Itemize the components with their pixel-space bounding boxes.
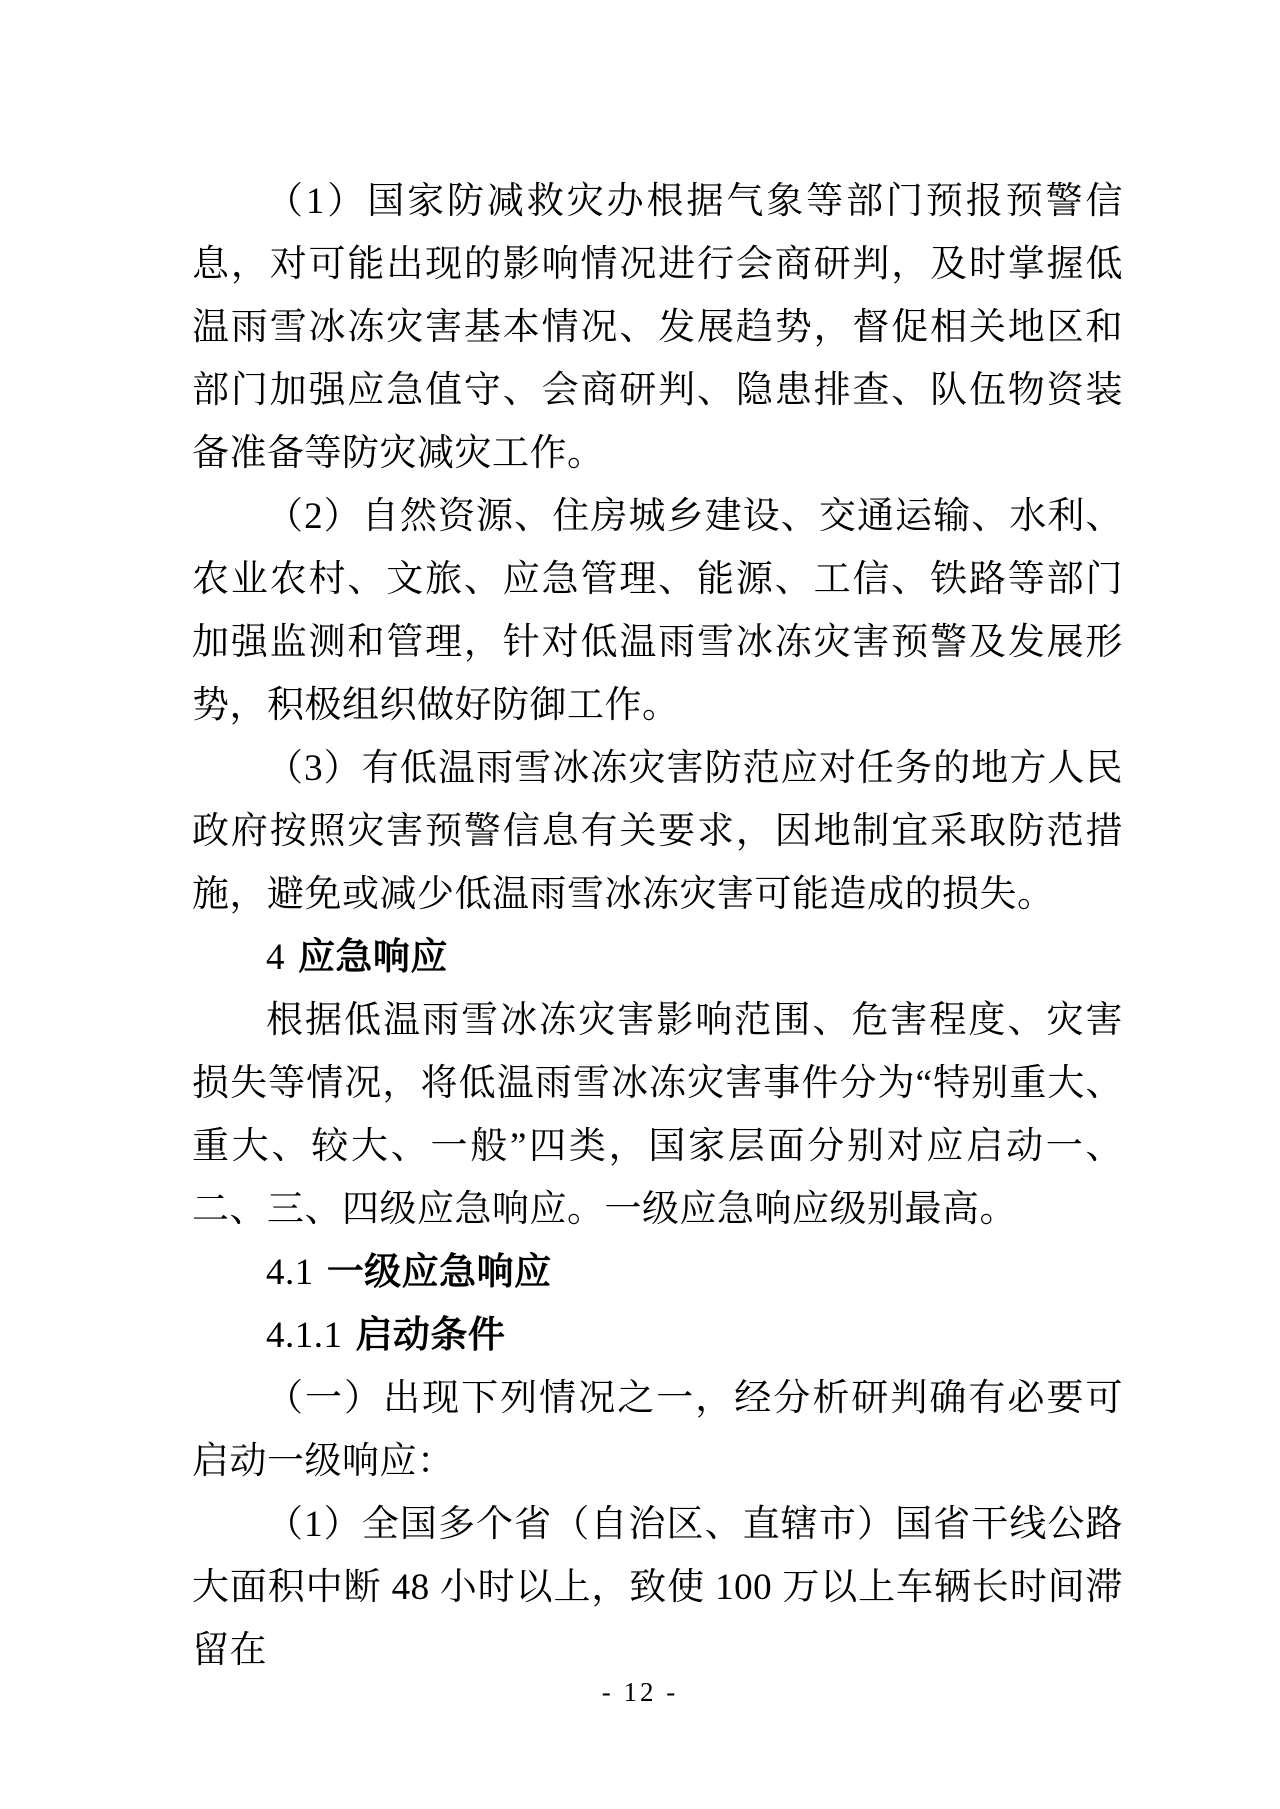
section-title: 一级应急响应 <box>326 1252 552 1293</box>
section-title: 启动条件 <box>355 1315 506 1356</box>
section-heading-4-1-1 <box>192 1304 1123 1367</box>
section-title: 应急响应 <box>297 937 448 978</box>
section-heading-4-1 <box>192 1241 1123 1304</box>
paragraph-1: （1）国家防减救灾办根据气象等部门预报预警信息，对可能出现的影响情况进行会商研判，及时掌握低温雨雪冰冻灾害基本情况、发展趋势，督促相关地区和部门加强应急值守、会商研判、隐患排查、队伍物资装备准备等防灾减灾工作。 <box>192 181 1123 474</box>
page-number-footer: - 12 - <box>601 1677 679 1707</box>
paragraph-4: 根据低温雨雪冰冻灾害影响范围、危害程度、灾害损失等情况，将低温雨雪冰冻灾害事件分为“特别重大、重大、较大、一般”四类，国家层面分别对应启动一、二、三、四级应急响应。一级应急响应级别最高。 <box>192 1000 1123 1230</box>
section-heading-4 <box>192 926 1123 989</box>
section-number: 4.1 <box>266 1252 314 1293</box>
page-body-text <box>192 170 1123 1682</box>
paragraph-3: （3）有低温雨雪冰冻灾害防范应对任务的地方人民政府按照灾害预警信息有关要求，因地制宜采取防范措施，避免或减少低温雨雪冰冻灾害可能造成的损失。 <box>192 748 1123 915</box>
paragraph-5: （一）出现下列情况之一，经分析研判确有必要可启动一级响应： <box>192 1378 1123 1482</box>
paragraph-2: （2）自然资源、住房城乡建设、交通运输、水利、农业农村、文旅、应急管理、能源、工信、铁路等部门加强监测和管理，针对低温雨雪冰冻灾害预警及发展形势，积极组织做好防御工作。 <box>192 496 1123 726</box>
section-number: 4 <box>266 937 285 978</box>
paragraph-6: （1）全国多个省（自治区、直辖市）国省干线公路大面积中断 48 小时以上，致使 100 万以上车辆长时间滞留在 <box>192 1504 1123 1671</box>
section-number: 4.1.1 <box>266 1315 343 1356</box>
